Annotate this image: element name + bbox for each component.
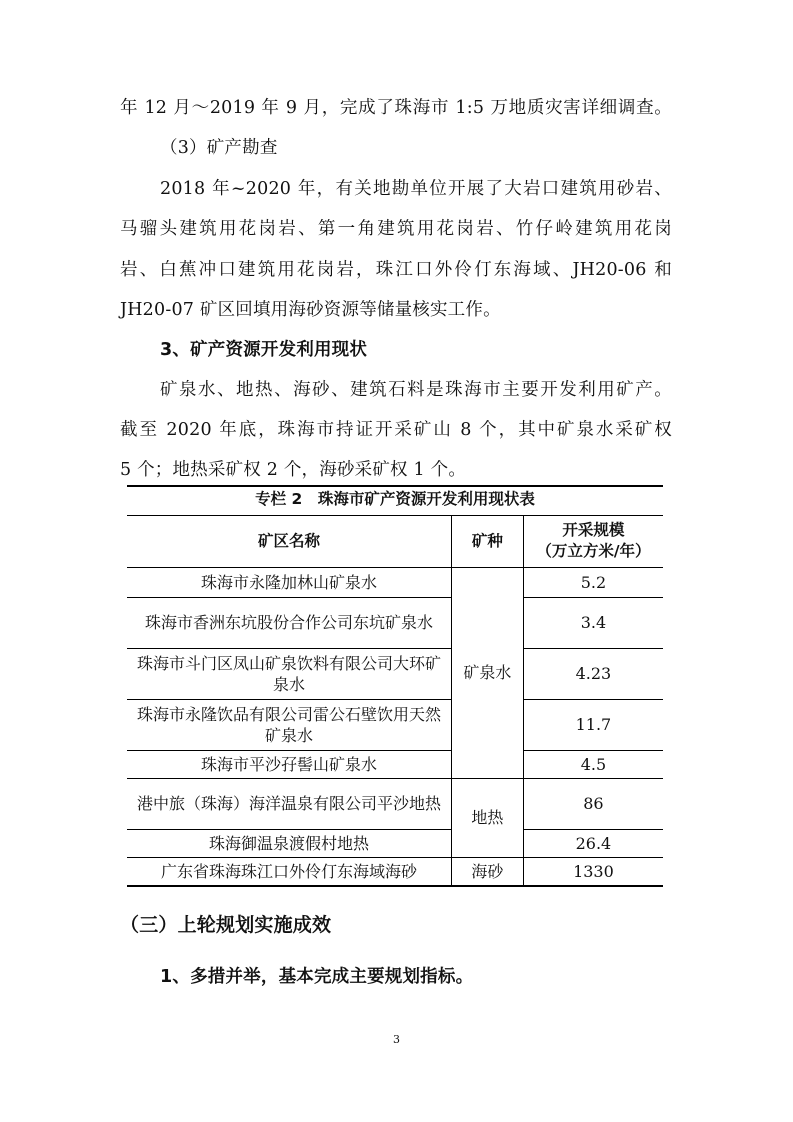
mineral-resources-table bbox=[127, 516, 663, 887]
item-heading: 1、多措并举，基本完成主要规划指标。 bbox=[160, 967, 474, 987]
header-scale-line2: （万立方米/年） bbox=[536, 542, 651, 561]
row-name: 珠海御温泉渡假村地热 bbox=[127, 829, 451, 857]
page-number: 3 bbox=[393, 1033, 400, 1046]
row-type-geothermal: 地热 bbox=[451, 778, 523, 857]
table-row bbox=[127, 699, 663, 750]
header-scale-line1: 开采规模 bbox=[562, 521, 625, 540]
table-caption: 专栏 2 珠海市矿产资源开发利用现状表 bbox=[255, 490, 535, 508]
row-name: 珠海市香洲东坑股份合作公司东坑矿泉水 bbox=[127, 597, 451, 648]
header-name: 矿区名称 bbox=[127, 516, 451, 567]
row-scale: 86 bbox=[523, 778, 663, 829]
row-name: 珠海市永隆加林山矿泉水 bbox=[127, 567, 451, 597]
row-type-sea-sand: 海砂 bbox=[451, 857, 523, 886]
section-heading: 3、矿产资源开发利用现状 bbox=[160, 340, 368, 360]
row-scale: 26.4 bbox=[523, 829, 663, 857]
table-row bbox=[127, 750, 663, 778]
row-name: 珠海市平沙孖髻山矿泉水 bbox=[127, 750, 451, 778]
paragraph-line: 马骝头建筑用花岗岩、第一角建筑用花岗岩、竹仔岭建筑用花岗 bbox=[120, 219, 672, 239]
table-row bbox=[127, 829, 663, 857]
row-name: 广东省珠海珠江口外伶仃东海域海砂 bbox=[127, 857, 451, 886]
paragraph-line: 截至 2020 年底，珠海市持证开采矿山 8 个，其中矿泉水采矿权 bbox=[120, 420, 672, 440]
paragraph-line: 5 个；地热采矿权 2 个，海砂采矿权 1 个。 bbox=[120, 460, 467, 480]
row-type-mineral-water: 矿泉水 bbox=[451, 567, 523, 778]
row-scale: 4.5 bbox=[523, 750, 663, 778]
table-row bbox=[127, 567, 663, 597]
row-scale: 11.7 bbox=[523, 699, 663, 750]
subheading-mineral-exploration: （3）矿产勘查 bbox=[160, 138, 278, 158]
table-row bbox=[127, 857, 663, 886]
row-name: 珠海市斗门区凤山矿泉饮料有限公司大环矿泉水 bbox=[127, 648, 451, 699]
paragraph-line: 年 12 月～2019 年 9 月，完成了珠海市 1:5 万地质灾害详细调查。 bbox=[120, 98, 672, 118]
paragraph-line: 2018 年~2020 年，有关地勘单位开展了大岩口建筑用砂岩、 bbox=[160, 179, 672, 199]
row-scale: 5.2 bbox=[523, 567, 663, 597]
row-scale: 4.23 bbox=[523, 648, 663, 699]
row-name: 港中旅（珠海）海洋温泉有限公司平沙地热 bbox=[127, 778, 451, 829]
table-row bbox=[127, 648, 663, 699]
table-row bbox=[127, 597, 663, 648]
paragraph-line: 岩、白蕉冲口建筑用花岗岩，珠江口外伶仃东海域、JH20-06 和 bbox=[120, 260, 672, 280]
paragraph-line: 矿泉水、地热、海砂、建筑石料是珠海市主要开发利用矿产。 bbox=[160, 380, 672, 400]
paragraph-line: JH20-07 矿区回填用海砂资源等储量核实工作。 bbox=[120, 300, 501, 320]
header-type: 矿种 bbox=[451, 516, 523, 567]
row-scale: 1330 bbox=[523, 857, 663, 886]
part-heading: （三）上轮规划实施成效 bbox=[120, 914, 332, 936]
table-row bbox=[127, 778, 663, 829]
row-scale: 3.4 bbox=[523, 597, 663, 648]
row-name: 珠海市永隆饮品有限公司雷公石壁饮用天然矿泉水 bbox=[127, 699, 451, 750]
header-scale bbox=[523, 516, 663, 567]
